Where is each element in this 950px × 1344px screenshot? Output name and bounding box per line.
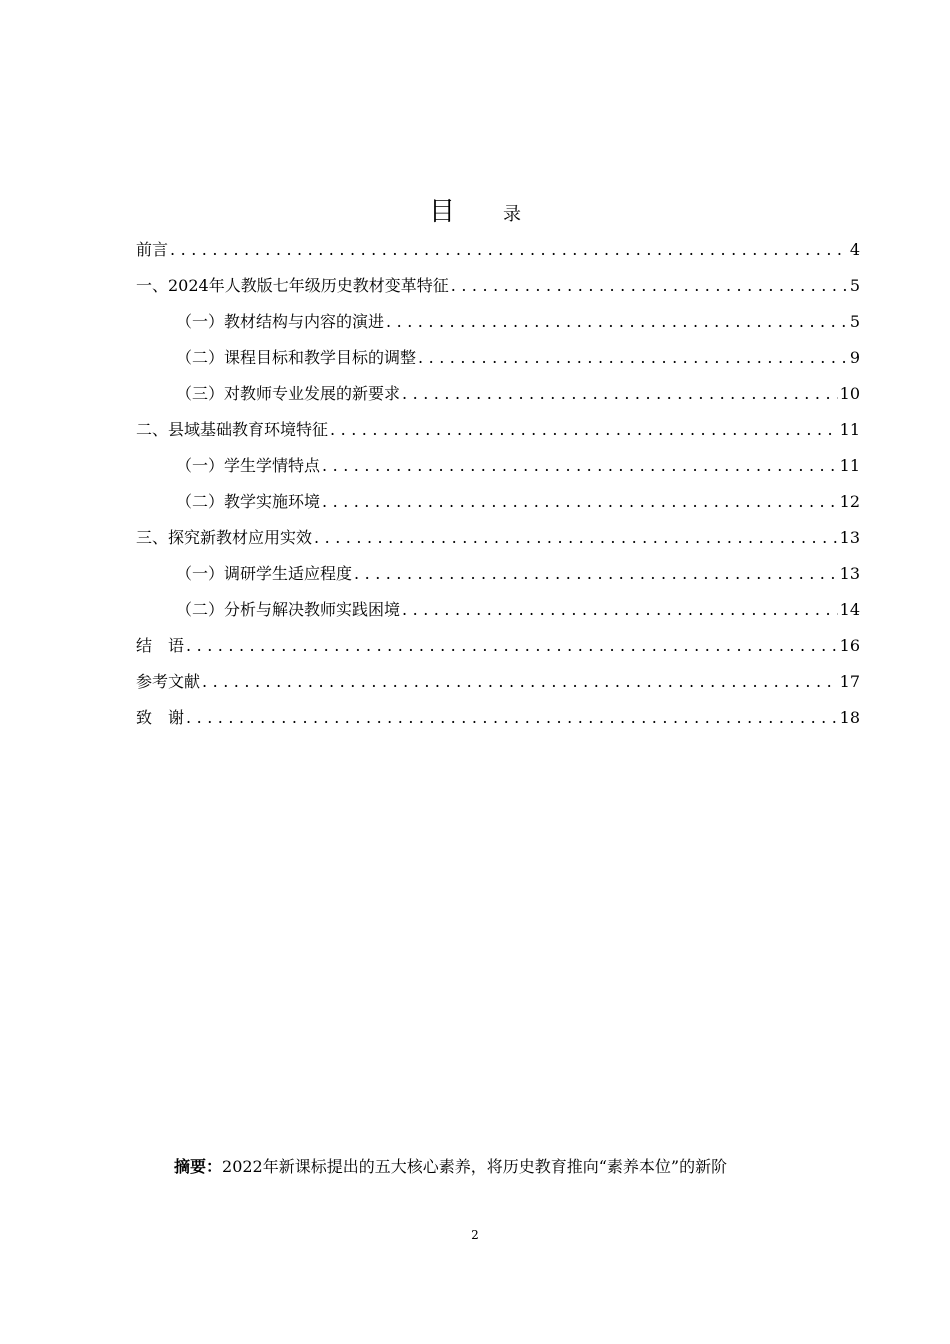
toc-entry-label: （一）调研学生适应程度 <box>176 564 353 583</box>
toc-entry[interactable] <box>136 524 860 560</box>
toc-entry-page: 13 <box>839 564 860 583</box>
toc-entry-page: 10 <box>839 384 860 403</box>
toc-title <box>0 196 950 231</box>
toc-entry[interactable] <box>136 344 860 380</box>
abstract-keyword: 摘要： <box>174 1157 223 1176</box>
toc-dot-leader <box>386 308 848 336</box>
toc-entry[interactable] <box>136 380 860 416</box>
toc-dot-leader <box>322 488 838 516</box>
toc-entry-label: 一、2024年人教版七年级历史教材变革特征 <box>136 276 449 295</box>
toc-dot-leader <box>330 416 838 444</box>
toc-entry[interactable] <box>136 488 860 524</box>
toc-entry-label: （一）教材结构与内容的演进 <box>176 312 385 331</box>
toc-entry-label: 二、县域基础教育环境特征 <box>136 420 329 439</box>
page-number: 2 <box>471 1228 479 1242</box>
toc-dot-leader <box>322 452 838 480</box>
toc-entry-page: 5 <box>849 276 860 295</box>
toc-entry[interactable] <box>136 704 860 740</box>
toc-entry-page: 18 <box>839 708 860 727</box>
abstract-line <box>174 1154 874 1180</box>
toc-entry-label: （一）学生学情特点 <box>176 456 321 475</box>
toc-entry[interactable] <box>136 632 860 668</box>
abstract-text: 2022年新课标提出的五大核心素养，将历史教育推向“素养本位”的新阶 <box>222 1157 728 1176</box>
toc-entry[interactable] <box>136 452 860 488</box>
toc-dot-leader <box>418 344 848 372</box>
toc-entry-label: （三）对教师专业发展的新要求 <box>176 384 401 403</box>
toc-entry[interactable] <box>136 596 860 632</box>
toc-dot-leader <box>451 272 848 300</box>
toc-entry-page: 11 <box>839 456 860 475</box>
toc-entry-page: 13 <box>839 528 860 547</box>
toc-entry-page: 12 <box>839 492 860 511</box>
toc-dot-leader <box>186 632 838 660</box>
toc-dot-leader <box>170 236 848 264</box>
toc-entry-label: （二）课程目标和教学目标的调整 <box>176 348 417 367</box>
toc-entry-page: 5 <box>849 312 860 331</box>
toc-entry[interactable] <box>136 308 860 344</box>
toc-entry-label: 结 语 <box>136 636 185 655</box>
toc-entry-label: （二）教学实施环境 <box>176 492 321 511</box>
toc-entry-page: 4 <box>849 240 860 259</box>
toc-entry[interactable] <box>136 272 860 308</box>
toc-entry-page: 9 <box>849 348 860 367</box>
toc-entry[interactable] <box>136 668 860 704</box>
toc-entry-page: 11 <box>839 420 860 439</box>
toc-dot-leader <box>402 380 838 408</box>
table-of-contents <box>136 236 860 740</box>
toc-dot-leader <box>314 524 838 552</box>
toc-entry-label: 致 谢 <box>136 708 185 727</box>
toc-dot-leader <box>402 596 838 624</box>
toc-dot-leader <box>186 704 838 732</box>
toc-entry-label: （二）分析与解决教师实践困境 <box>176 600 401 619</box>
toc-entry-page: 17 <box>839 672 860 691</box>
toc-entry-page: 16 <box>839 636 860 655</box>
toc-entry[interactable] <box>136 560 860 596</box>
toc-entry-page: 14 <box>839 600 860 619</box>
toc-dot-leader <box>354 560 838 588</box>
toc-dot-leader <box>202 668 838 696</box>
toc-entry-label: 前言 <box>136 240 169 259</box>
toc-entry[interactable] <box>136 416 860 452</box>
toc-entry-label: 参考文献 <box>136 672 201 691</box>
toc-entry[interactable] <box>136 236 860 272</box>
toc-entry-label: 三、探究新教材应用实效 <box>136 528 313 547</box>
toc-title-char-2: 录 <box>503 204 521 225</box>
toc-title-char-1: 目 <box>428 197 455 227</box>
